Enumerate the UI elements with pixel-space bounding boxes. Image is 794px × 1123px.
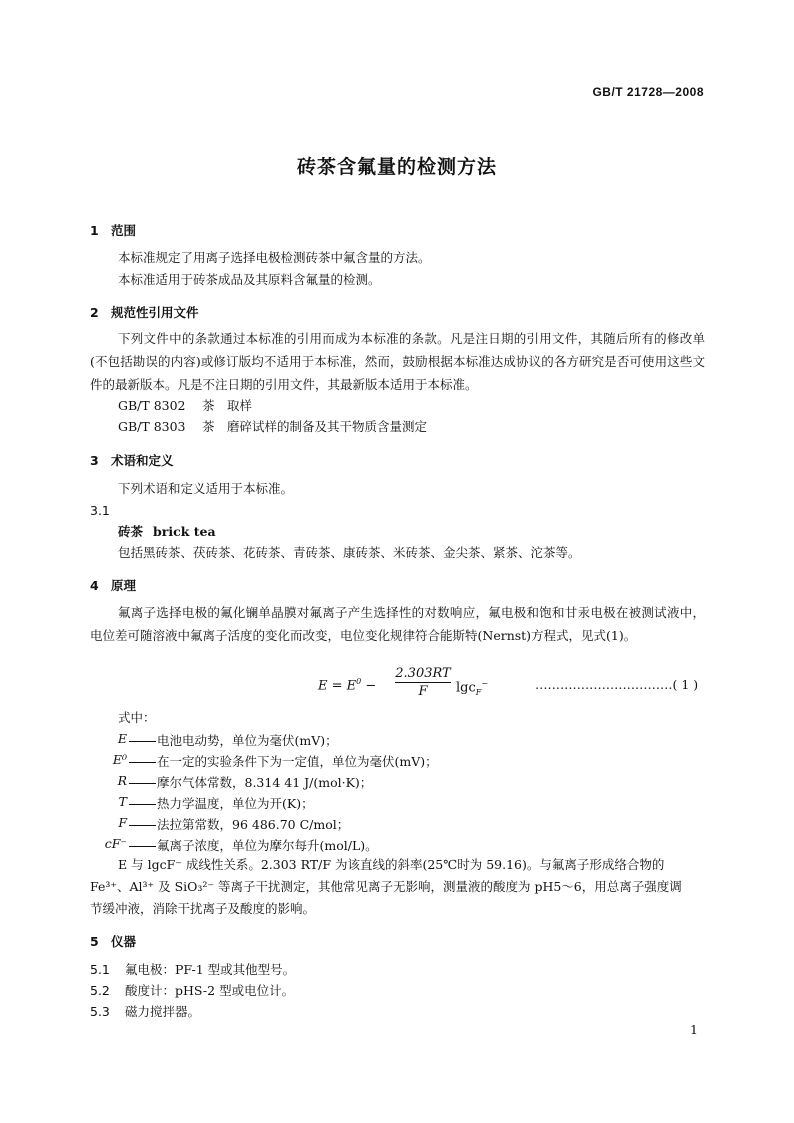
variable-definition (90, 752, 710, 770)
item-text: 酸度计：pHS-2 型或电位计。 (125, 983, 295, 998)
instrument-item (90, 962, 295, 978)
reference-code: GB/T 8302 (118, 398, 186, 413)
paragraph: 氟离子选择电极的氟化镧单晶膜对氟离子产生选择性的对数响应，氟电极和饱和甘汞电极在被测试液中，电位差可随溶液中氟离子活度的变化而改变，电位变化规律符合能斯特(Nernst)方程式，见式(1)。 (90, 605, 705, 643)
subsection-number: 3.1 (90, 503, 110, 518)
variable-definition (90, 815, 710, 833)
where-label: 式中： (118, 710, 156, 725)
equation-number: ……………………………( 1 ) (535, 677, 699, 692)
paragraph-line: Fe³⁺、Al³⁺ 及 SiO₃²⁻ 等离子干扰测定，其他常见离子无影响，测量液的酸度为 pH5～6，用总离子强度调 (90, 879, 682, 894)
dash-separator (129, 762, 156, 763)
variable-symbol: T (118, 794, 127, 809)
reference-title: 茶 取样 (202, 398, 253, 413)
normative-reference (118, 398, 252, 414)
reference-title: 茶 磨碎试样的制备及其干物质含量测定 (202, 419, 428, 434)
section-number: 2 (90, 305, 99, 320)
normative-reference (118, 419, 427, 435)
section-title: 范围 (111, 223, 137, 238)
section-title: 原理 (111, 578, 137, 593)
equation-log-term: lgc$_F$− (456, 679, 489, 697)
variable-description: 摩尔气体常数，8.314 41 J/(mol·K)； (157, 775, 373, 790)
equation-fraction (395, 666, 451, 699)
variable-definition (90, 794, 710, 812)
dash-separator (129, 825, 156, 826)
equation-lhs: $E = E^0$ − (318, 677, 377, 694)
paragraph: 下列文件中的条款通过本标准的引用而成为本标准的条款。凡是注日期的引用文件，其随后所有的修改单(不包括勘误的内容)或修订版均不适用于本标准，然而，鼓励根据本标准达成协议的各方研究是否可使用这些文件的最新版本。凡是不注日期的引用文件，其最新版本适用于本标准。 (90, 331, 705, 392)
item-number: 5.1 (90, 962, 110, 977)
instrument-item (90, 983, 294, 999)
paragraph-line: 下列术语和定义适用于本标准。 (118, 481, 294, 496)
section-heading-4 (90, 576, 136, 594)
section-heading-1 (90, 221, 136, 239)
section-heading-5 (90, 932, 136, 950)
variable-symbol: F (118, 815, 127, 830)
variable-symbol: E⁰ (112, 752, 127, 767)
section-title: 术语和定义 (111, 453, 174, 468)
term-english: brick tea (153, 524, 216, 539)
paragraph-line: E 与 lgcF⁻ 成线性关系。2.303 RT/F 为该直线的斜率(25℃时为 59.16)。与氟离子形成络合物的 (118, 857, 665, 872)
term-entry (118, 524, 216, 540)
page-number: 1 (690, 1022, 698, 1037)
variable-description: 法拉第常数，96 486.70 C/mol； (157, 817, 350, 832)
variable-description: 电池电动势，单位为毫伏(mV)； (157, 733, 338, 748)
variable-description: 热力学温度，单位为开(K)； (157, 796, 314, 811)
section-heading-3 (90, 451, 174, 469)
standard-code: GB/T 21728—2008 (592, 85, 704, 99)
dash-separator (129, 804, 156, 805)
item-text: 磁力搅拌器。 (125, 1004, 201, 1019)
variable-definition (90, 773, 710, 791)
section-number: 5 (90, 934, 99, 949)
section-number: 4 (90, 578, 99, 593)
variable-description: 在一定的实验条件下为一定值，单位为毫伏(mV)； (157, 754, 438, 769)
variable-definition (90, 836, 710, 854)
section-number: 3 (90, 453, 99, 468)
paragraph-line: 节缓冲液，消除干扰离子及酸度的影响。 (90, 901, 316, 916)
instrument-item (90, 1004, 200, 1020)
variable-symbol: R (117, 773, 127, 788)
document-title: 砖茶含氟量的检测方法 (296, 156, 497, 178)
dash-separator (129, 741, 156, 742)
reference-code: GB/T 8303 (118, 419, 186, 434)
section-title: 规范性引用文件 (111, 305, 199, 320)
term-definition: 包括黑砖茶、茯砖茶、花砖茶、青砖茶、康砖茶、米砖茶、金尖茶、紧茶、沱茶等。 (118, 545, 581, 560)
section-heading-2 (90, 303, 199, 321)
item-text: 氟电极：PF-1 型或其他型号。 (125, 962, 296, 977)
dash-separator (129, 783, 156, 784)
variable-definition (90, 731, 710, 749)
paragraph-line: 本标准适用于砖茶成品及其原料含氟量的检测。 (118, 272, 381, 287)
item-number: 5.2 (90, 983, 110, 998)
variable-symbol: E (117, 731, 127, 746)
fraction-denominator: F (418, 684, 428, 699)
paragraph-line: 本标准规定了用离子选择电极检测砖茶中氟含量的方法。 (118, 250, 431, 265)
dash-separator (129, 846, 156, 847)
variable-description: 氟离子浓度，单位为摩尔每升(mol/L)。 (157, 838, 378, 853)
fraction-numerator: 2.303RT (395, 666, 451, 681)
item-number: 5.3 (90, 1004, 110, 1019)
term-chinese: 砖茶 (118, 524, 144, 539)
section-number: 1 (90, 223, 99, 238)
section-title: 仪器 (111, 934, 137, 949)
variable-symbol: cF⁻ (104, 836, 127, 851)
